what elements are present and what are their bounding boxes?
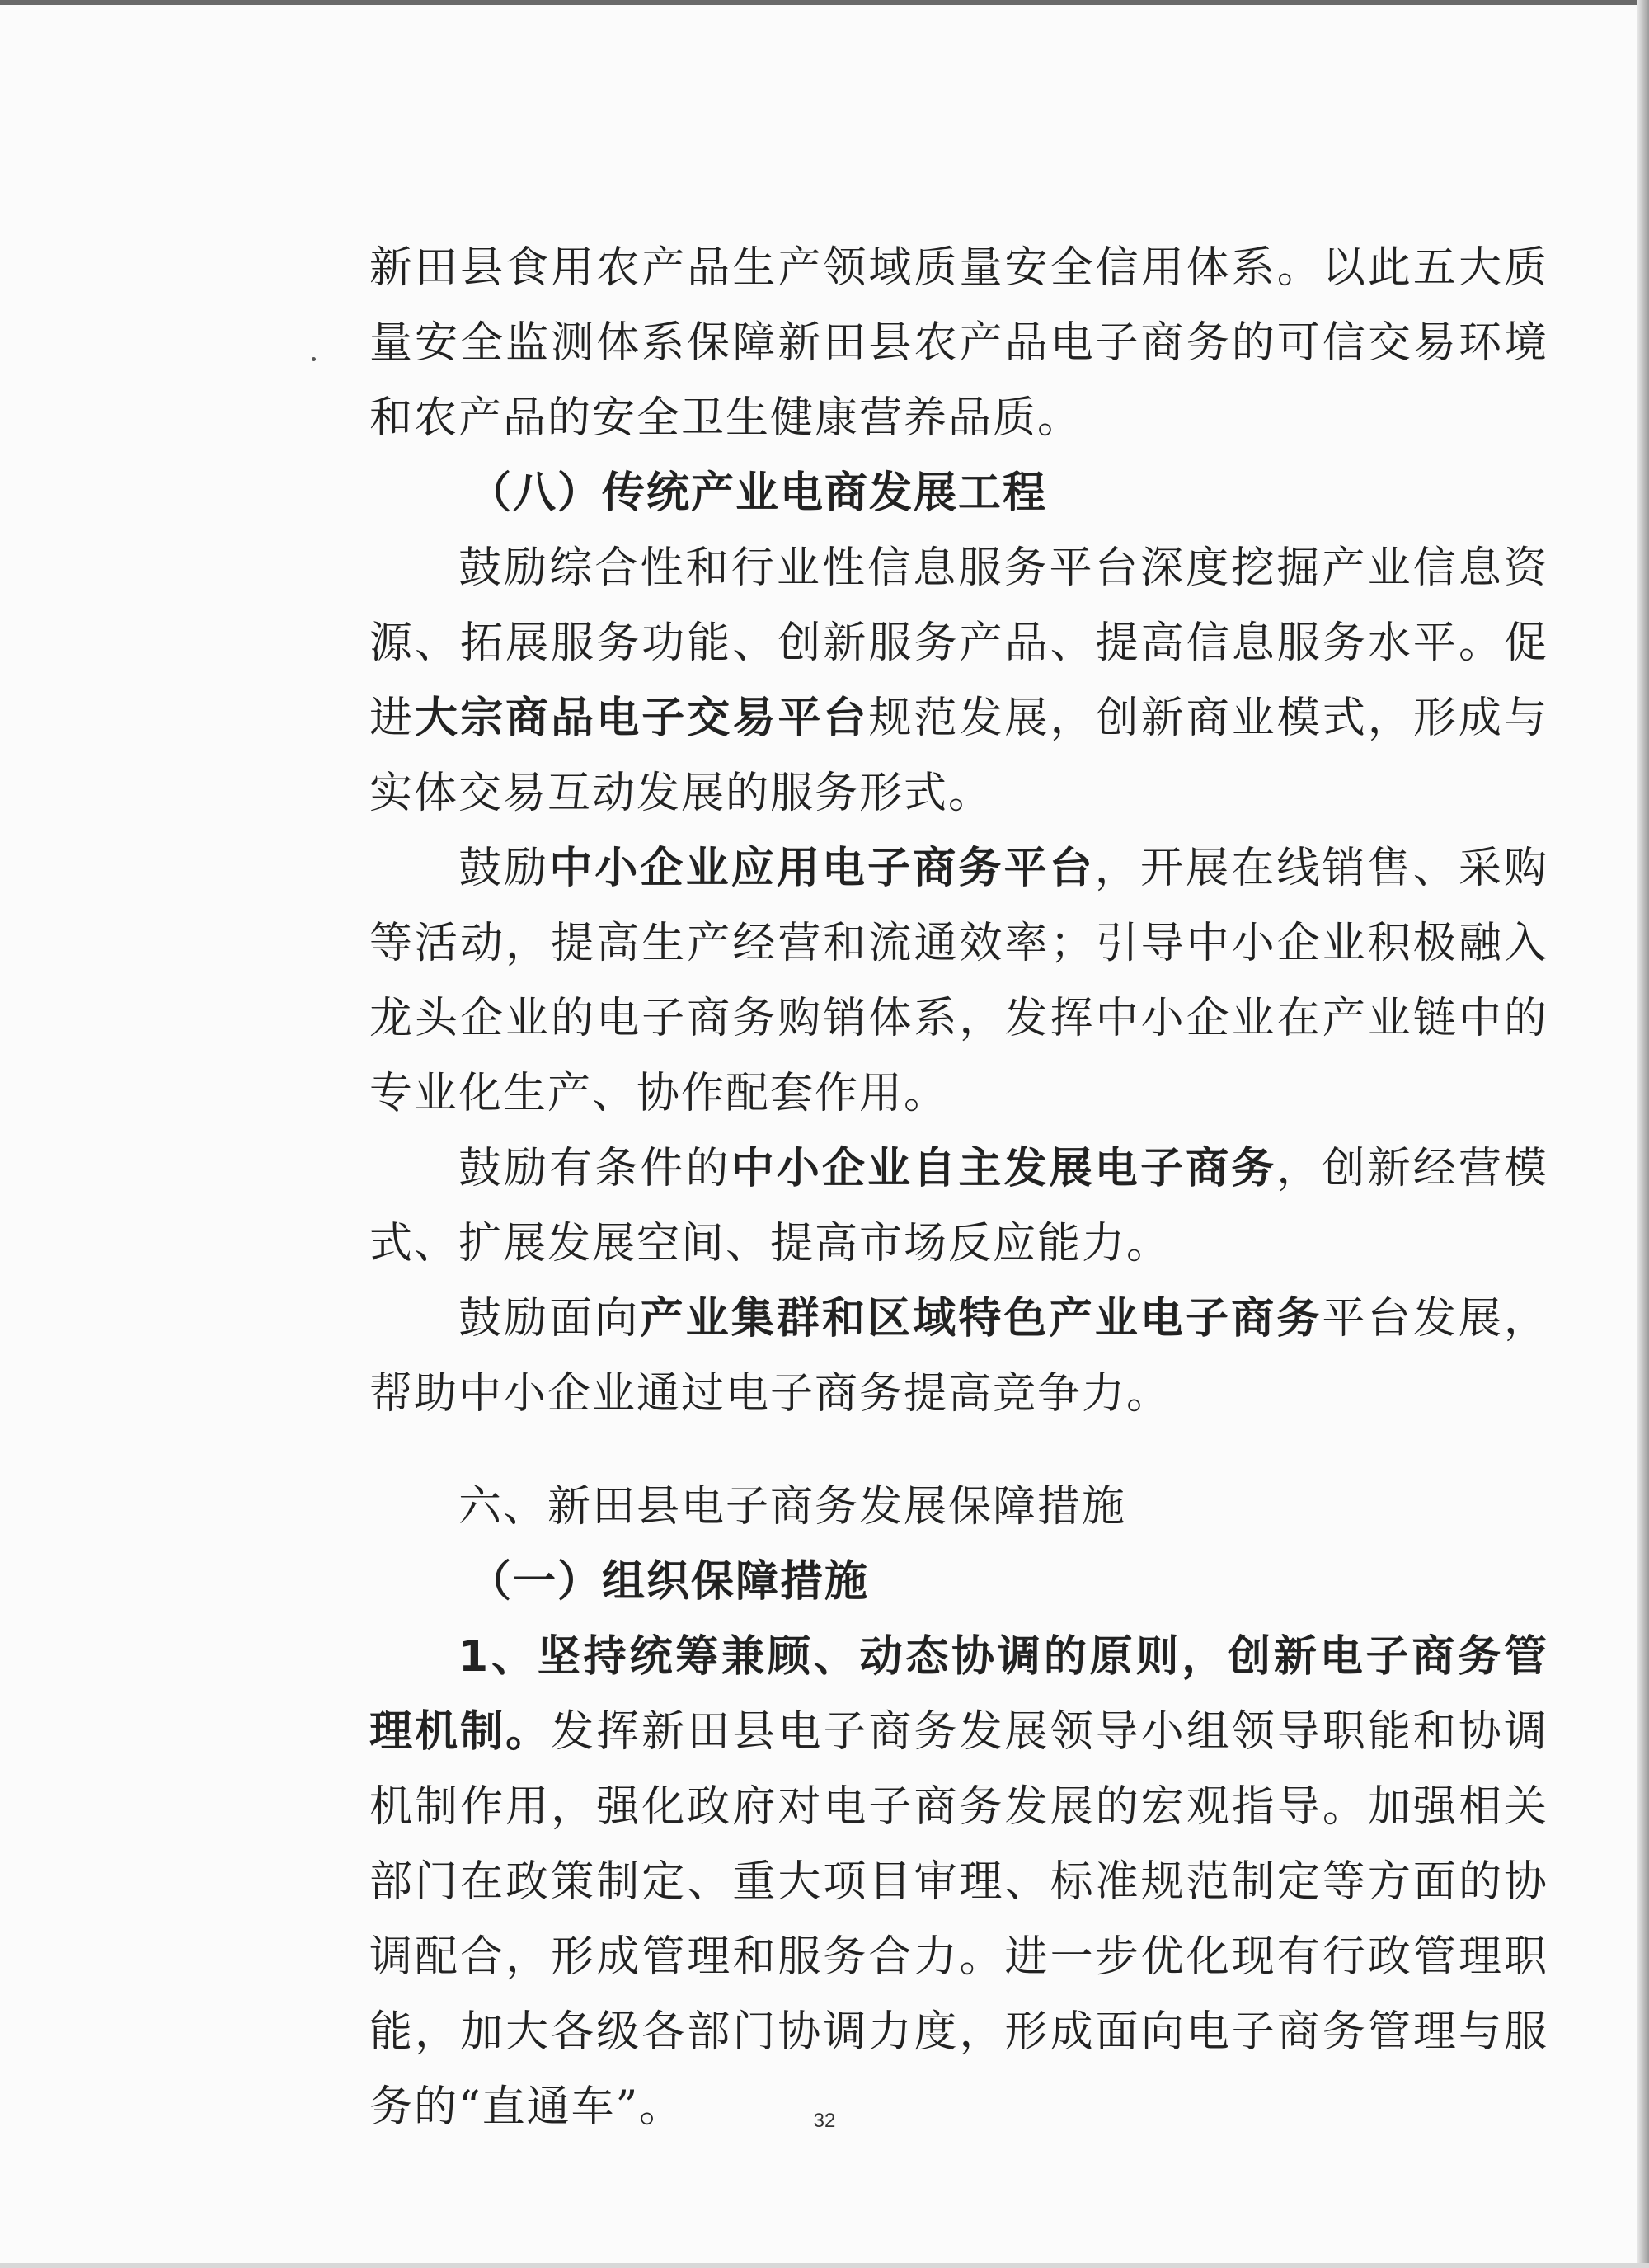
paragraph-text: ，开展在线销售、采购等活动，提高生产经营和流通效率；引导中小企业积极融入龙头企业的电子商务购销体系，发挥中小企业在产业链中的专业化生产、协作配套作用。 <box>369 844 1548 1118</box>
bold-phrase: 中小企业自主发展电子商务 <box>731 1144 1277 1193</box>
paragraph-industry-cluster <box>369 1282 1548 1432</box>
scan-edge-top <box>0 0 1649 5</box>
bold-phrase: 产业集群和区域特色产业电子商务 <box>640 1294 1322 1343</box>
heading-traditional-industry: （八）传统产业电商发展工程 <box>468 468 1048 518</box>
page-number: 32 <box>813 2110 836 2132</box>
bold-phrase: 大宗商品电子交易平台 <box>415 694 869 743</box>
paragraph-text: 鼓励综合性和行业性信息服务平台深度挖掘产业信息资源、拓展服务功能、创新服务产品、提高信息服务水平。促进 <box>369 543 1548 743</box>
document-body <box>369 231 1548 2145</box>
scan-speck <box>312 357 316 361</box>
paragraph-sme-platform <box>369 831 1548 1132</box>
paragraph-text: 鼓励面向 <box>458 1294 641 1343</box>
paragraph-text: ，创新经营模式、扩展发展空间、提高市场反应能力。 <box>369 1144 1548 1268</box>
bold-phrase: 中小企业应用电子商务平台 <box>549 844 1095 893</box>
paragraph-text: 发挥新田县电子商务发展领导小组领导职能和协调机制作用，强化政府对电子商务发展的宏观指导。加强相关部门在政策制定、重大项目审理、标准规范制定等方面的协调配合，形成管理和服务合力。进一步优化现有行政管理职能，加大各级各部门协调力度，形成面向电子商务管理与服务的“直通车”。 <box>369 1707 1548 2132</box>
scan-edge-bottom <box>0 2263 1649 2268</box>
bold-phrase: 1、坚持统筹兼顾、动态协调的原则，创新电子商务管理机制。 <box>369 1632 1548 1757</box>
paragraph-text: 规范发展，创新商业模式，形成与实体交易互动发展的服务形式。 <box>369 694 1548 818</box>
heading-organization-measures: （一）组织保障措施 <box>468 1557 870 1607</box>
heading-section-six: 六、新田县电子商务发展保障措施 <box>458 1482 1127 1532</box>
paragraph-quality-system: 新田县食用农产品生产领域质量安全信用体系。以此五大质量安全监测体系保障新田县农产品电子商务的可信交易环境和农产品的安全卫生健康营养品质。 <box>369 243 1548 443</box>
paragraph-text: 平台发展，帮助中小企业通过电子商务提高竞争力。 <box>369 1294 1548 1419</box>
paragraph-coordination-principle <box>369 1620 1548 2145</box>
paragraph-text: 鼓励 <box>458 844 550 893</box>
paragraph-text: 鼓励有条件的 <box>458 1144 731 1193</box>
paragraph-sme-independent <box>369 1132 1548 1282</box>
paragraph-info-platform <box>369 531 1548 831</box>
section-spacer <box>369 1432 1548 1470</box>
scan-edge-right <box>1637 0 1649 2268</box>
